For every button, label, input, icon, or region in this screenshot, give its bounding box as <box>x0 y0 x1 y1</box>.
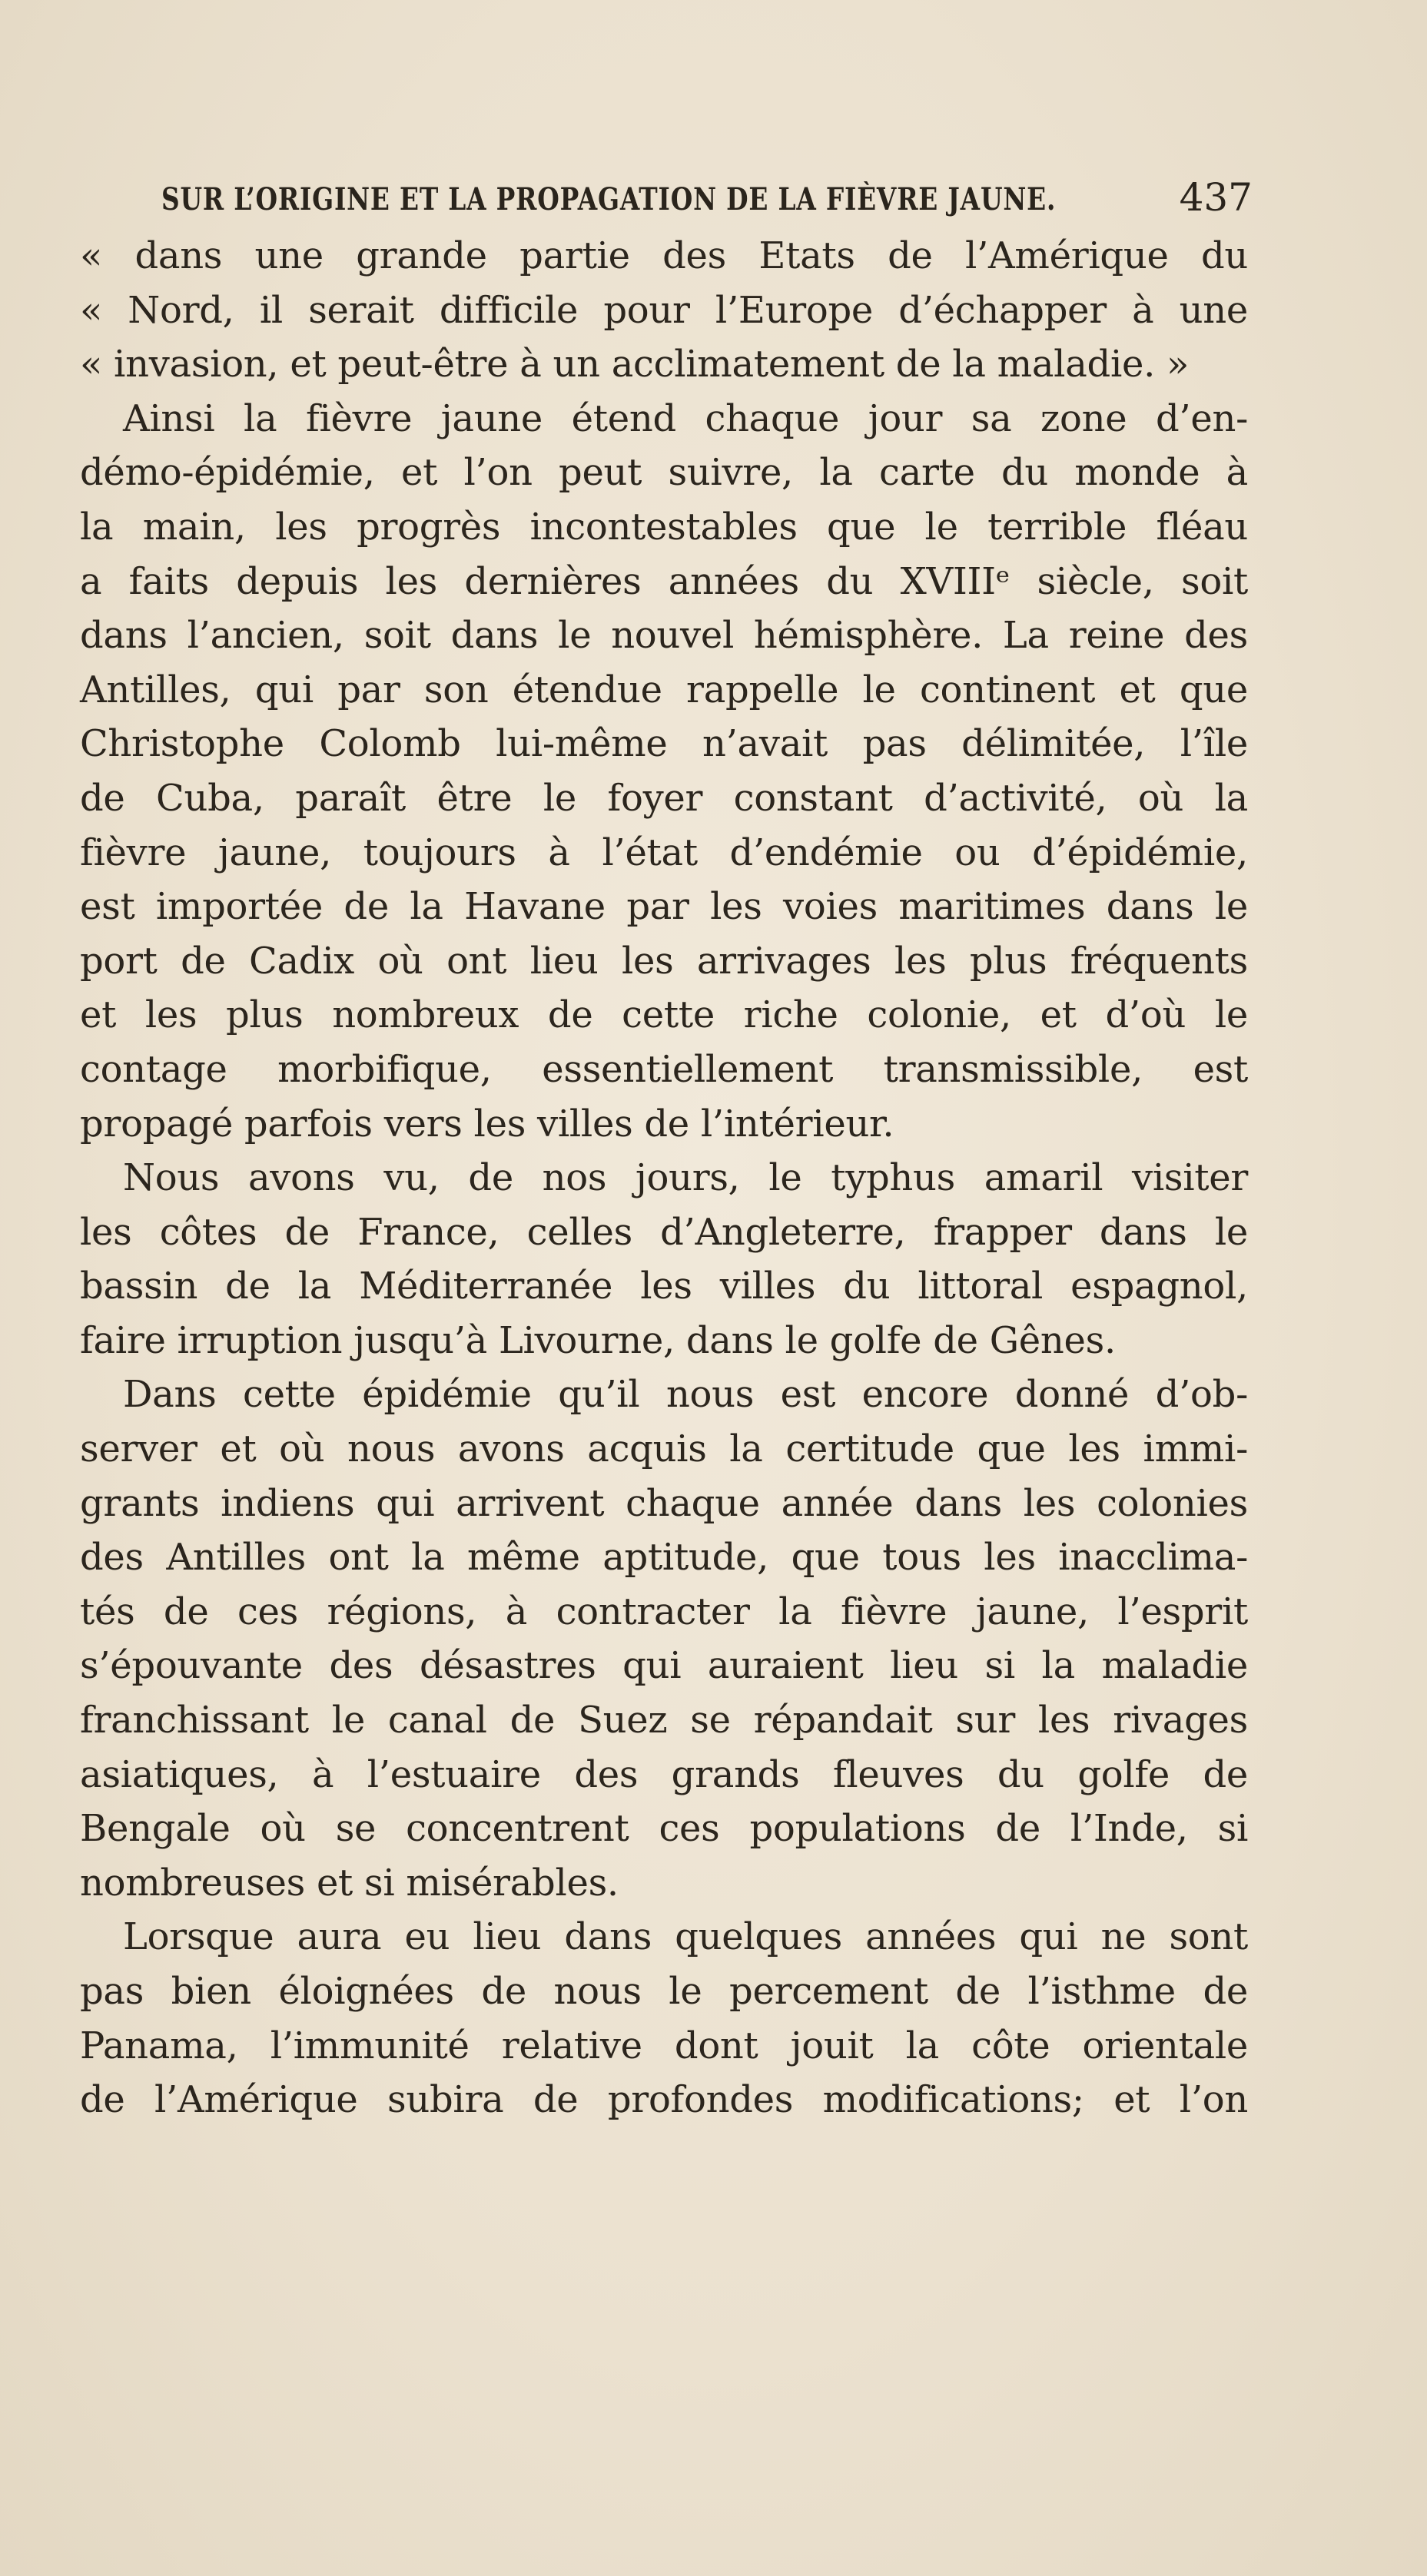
text-line: Nous avons vu, de nos jours, le typhus amaril visiter <box>123 1156 1248 1200</box>
text-line: « dans une grande partie des Etats de l’Amérique du <box>80 234 1248 277</box>
text-line: a faits depuis les dernières années du XVIIIᵉ siècle, soit <box>80 559 1248 603</box>
text-line: contage morbifique, essentiellement transmissible, est <box>80 1047 1248 1091</box>
text-line: port de Cadix où ont lieu les arrivages les plus fréquents <box>80 939 1248 983</box>
text-line: faire irruption jusqu’à Livourne, dans le golfe de Gênes. <box>80 1318 1116 1362</box>
text-line: les côtes de France, celles d’Angleterre, frapper dans le <box>80 1210 1248 1254</box>
text-line: Bengale où se concentrent ces populations de l’Inde, si <box>80 1807 1248 1851</box>
text-line: la main, les progrès incontestables que le terrible fléau <box>80 505 1248 549</box>
text-line: nombreuses et si misérables. <box>80 1861 619 1905</box>
text-line: pas bien éloignées de nous le percement de l’isthme de <box>80 1970 1248 2013</box>
text-line: de Cuba, paraît être le foyer constant d’activité, où la <box>80 776 1248 820</box>
text-line: est importée de la Havane par les voies maritimes dans le <box>80 885 1248 929</box>
text-line: Christophe Colomb lui-même n’avait pas délimitée, l’île <box>80 722 1248 766</box>
text-line: Lorsque aura eu lieu dans quelques années qui ne sont <box>123 1915 1248 1959</box>
text-line: et les plus nombreux de cette riche colonie, et d’où le <box>80 993 1248 1037</box>
text-line: « invasion, et peut-être à un acclimatement de la maladie. » <box>80 343 1190 386</box>
text-line: dans l’ancien, soit dans le nouvel hémisphère. La reine des <box>80 614 1248 658</box>
body-text <box>80 229 1248 2127</box>
text-line: démo-épidémie, et l’on peut suivre, la carte du monde à <box>80 451 1248 495</box>
text-line: Dans cette épidémie qu’il nous est encore donné d’ob- <box>123 1373 1248 1417</box>
text-line: des Antilles ont la même aptitude, que tous les inacclima- <box>80 1536 1248 1580</box>
text-line: de l’Amérique subira de profondes modifications; et l’on <box>80 2078 1248 2122</box>
text-line: fièvre jaune, toujours à l’état d’endémie ou d’épidémie, <box>80 830 1248 874</box>
text-line: Antilles, qui par son étendue rappelle le continent et que <box>80 668 1248 711</box>
page-number: 437 <box>1179 175 1253 220</box>
text-line: « Nord, il serait difficile pour l’Europe d’échapper à une <box>80 288 1248 332</box>
running-title: SUR L’ORIGINE ET LA PROPAGATION DE LA FIÈVRE JAUNE. <box>161 181 1057 217</box>
text-line: asiatiques, à l’estuaire des grands fleuves du golfe de <box>80 1752 1248 1796</box>
text-line: Panama, l’immunité relative dont jouit la côte orientale <box>80 2024 1248 2067</box>
text-line: propagé parfois vers les villes de l’intérieur. <box>80 1102 894 1145</box>
running-header <box>161 175 1253 221</box>
text-line: s’épouvante des désastres qui auraient lieu si la maladie <box>80 1644 1248 1688</box>
text-line: server et où nous avons acquis la certitude que les immi- <box>80 1427 1248 1471</box>
text-line: grants indiens qui arrivent chaque année dans les colonies <box>80 1481 1248 1525</box>
text-line: franchissant le canal de Suez se répandait sur les rivages <box>80 1699 1248 1742</box>
text-line: tés de ces régions, à contracter la fièvre jaune, l’esprit <box>80 1590 1248 1633</box>
text-line: bassin de la Méditerranée les villes du littoral espagnol, <box>80 1265 1248 1308</box>
text-line: Ainsi la fièvre jaune étend chaque jour sa zone d’en- <box>123 396 1248 440</box>
